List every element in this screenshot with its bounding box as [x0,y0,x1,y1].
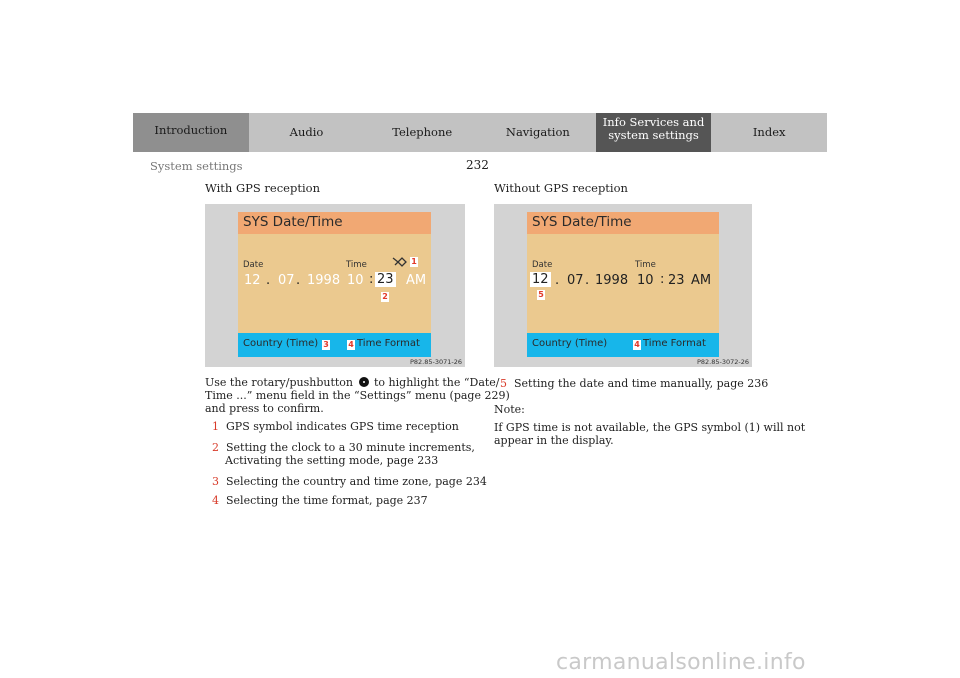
date-label: Date [532,260,553,270]
heading-with-gps: With GPS reception [205,181,320,195]
softkey-country-time[interactable]: Country (Time) [532,338,608,349]
display-soft-key-bar [238,333,431,357]
time-minute-highlighted[interactable]: 23 [377,272,394,287]
softkey-country-time[interactable]: Country (Time) [243,338,319,349]
screen-without-gps [494,204,752,367]
time-label: Time [346,260,367,270]
date-month: 07 [567,273,584,288]
tab-telephone[interactable]: Telephone [364,113,480,152]
callout-4: 4 [634,340,640,349]
page-number: 232 [466,158,489,172]
list-item: 2 Setting the clock to a 30 minute increments, Activating the setting mode, page 233 [212,441,475,467]
display-panel [527,212,719,357]
rotary-pushbutton-icon [359,377,369,387]
screen-with-gps [205,204,465,367]
section-title: System settings [150,159,243,173]
time-colon: : [660,272,665,287]
display-soft-key-bar [527,333,719,357]
time-ampm: AM [691,273,712,288]
date-dot: . [266,273,271,288]
date-dot: . [555,273,560,288]
note-text: If GPS time is not available, the GPS symbol (1) will not appear in the display. [494,421,806,447]
softkey-time-format[interactable]: Time Format [643,338,706,349]
date-year: 1998 [307,273,341,288]
display-panel [238,212,431,357]
list-item: 1 GPS symbol indicates GPS time reception [212,420,459,433]
time-label: Time [635,260,656,270]
date-year: 1998 [595,273,629,288]
figure-code: P82.85-3072-26 [696,358,749,366]
display-title-bar [238,212,431,234]
date-day: 12 [244,273,261,288]
display-title: SYS Date/Time [532,214,632,230]
chapter-tabs [133,113,827,152]
tab-audio[interactable]: Audio [249,113,365,152]
callout-5: 5 [538,290,544,299]
tab-introduction[interactable]: Introduction [133,113,249,152]
tab-navigation[interactable]: Navigation [480,113,596,152]
date-dot: . [585,273,590,288]
time-minute: 23 [668,273,685,288]
callout-3: 3 [323,340,329,349]
gps-satellite-icon [392,256,408,268]
display-title-bar [527,212,719,234]
tab-index[interactable]: Index [711,113,827,152]
softkey-time-format[interactable]: Time Format [357,338,420,349]
date-day-highlighted[interactable]: 12 [532,272,549,287]
date-label: Date [243,260,264,270]
list-item: 5 Setting the date and time manually, page 236 [500,377,769,390]
display-title: SYS Date/Time [243,214,343,230]
date-month: 07 [278,273,295,288]
heading-without-gps: Without GPS reception [494,181,628,195]
list-item: 3 Selecting the country and time zone, page 234 [212,475,487,488]
figure-code: P82.85-3071-26 [409,358,462,366]
date-dot: . [296,273,301,288]
callout-2: 2 [382,292,388,301]
callout-1: 1 [411,257,417,266]
tab-info-services[interactable]: Info Services and system settings [596,113,712,152]
note-label: Note: [494,403,525,416]
time-ampm: AM [406,273,427,288]
list-item: 4 Selecting the time format, page 237 [212,494,428,507]
time-colon: : [369,272,374,287]
watermark: carmanualsonline.info [556,650,806,675]
time-hour: 10 [347,273,364,288]
intro-paragraph: Use the rotary/pushbutton to highlight the “Date/ Time ...” menu field in the “Settings” menu (page 229) and press to confirm. [205,376,510,415]
callout-4: 4 [348,340,354,349]
time-hour: 10 [637,273,654,288]
